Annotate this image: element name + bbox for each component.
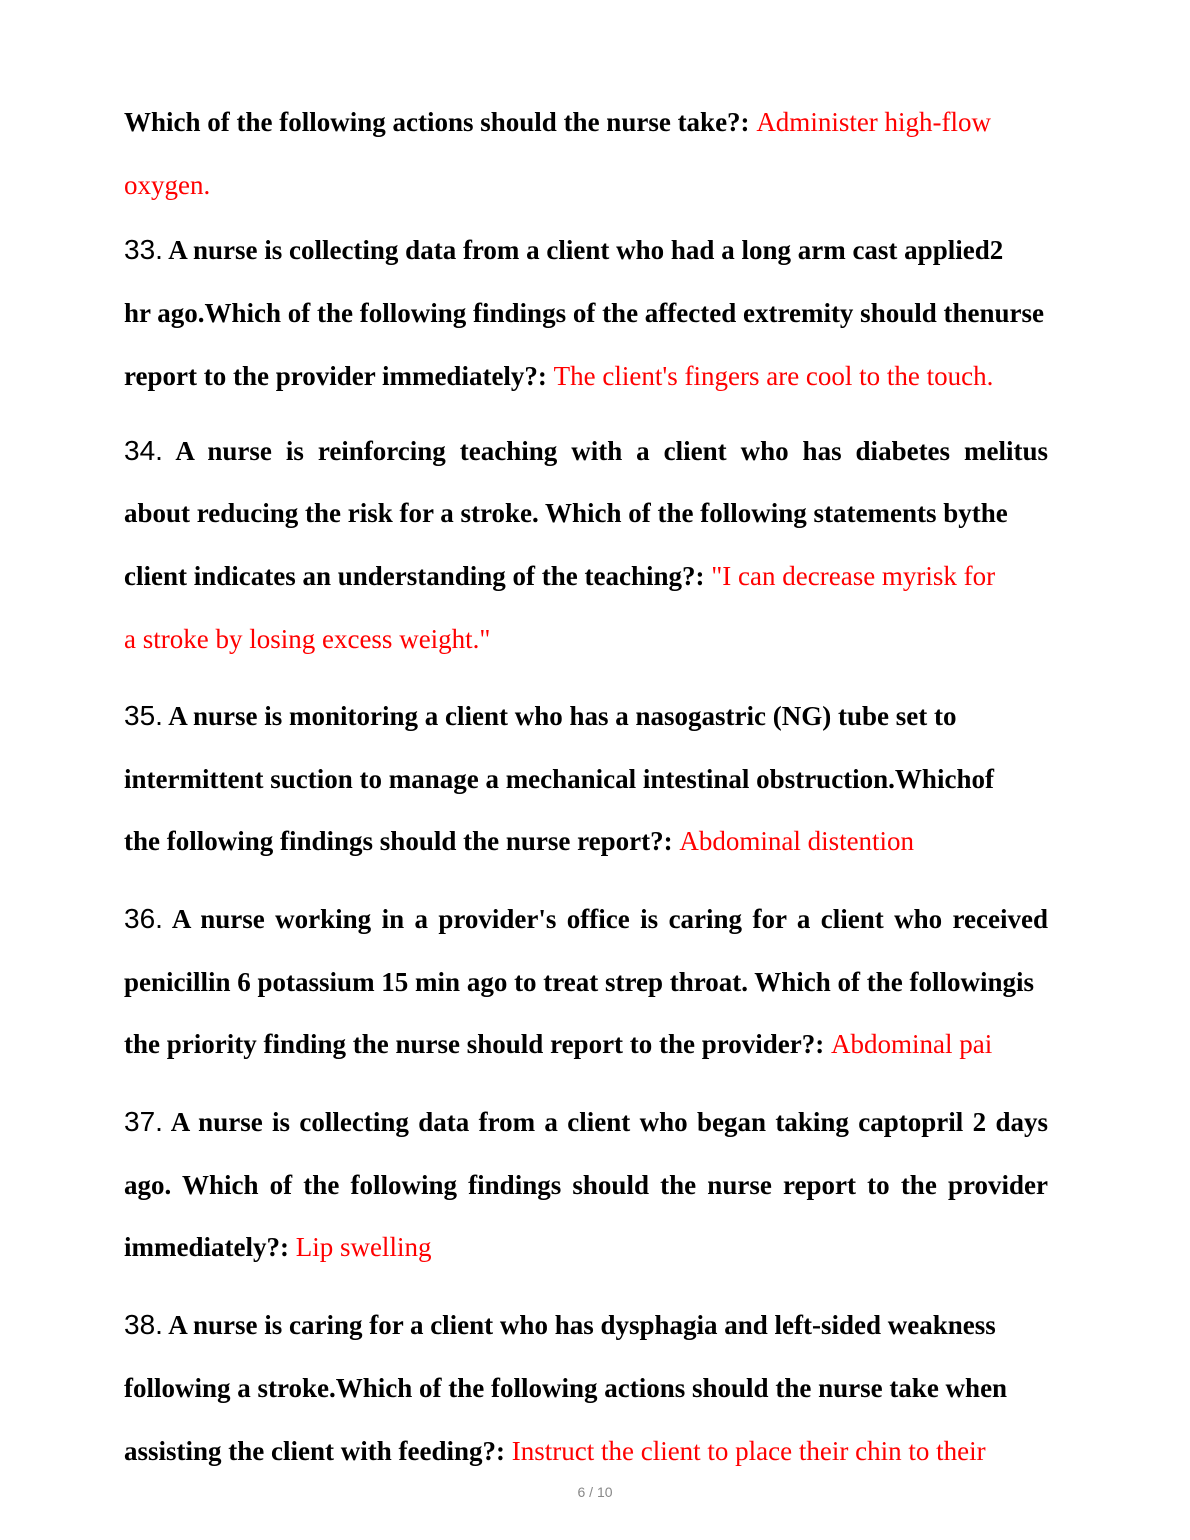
text-line: [124, 1435, 986, 1467]
question-number: 36.: [124, 903, 163, 934]
question-text: A nurse working in a provider's office is caring for a client who received: [162, 904, 1048, 934]
text-line: [124, 1106, 1048, 1138]
answer-text: oxygen.: [124, 170, 211, 200]
question-text: about reducing the risk for a stroke. Which of the following statements bythe: [124, 498, 1008, 528]
question-number: 34.: [124, 435, 163, 466]
answer-text: Abdominal distention: [679, 826, 915, 856]
question-text: report to the provider immediately?:: [124, 361, 554, 391]
text-line: [124, 1028, 992, 1060]
question-text: ago. Which of the following findings should the nurse report to the provider: [124, 1170, 1048, 1200]
question-text: immediately?:: [124, 1232, 296, 1262]
text-line: [124, 360, 993, 392]
question-text: A nurse is caring for a client who has dysphagia and left-sided weakness: [162, 1310, 996, 1340]
question-text: following a stroke.Which of the following actions should the nurse take when: [124, 1373, 1008, 1403]
text-line: [124, 825, 914, 857]
answer-text: The client's fingers are cool to the touch.: [553, 361, 994, 391]
text-line: [124, 497, 1008, 529]
answer-text: a stroke by losing excess weight.": [124, 624, 491, 654]
answer-text: Administer high-flow: [756, 107, 992, 137]
text-line: [124, 623, 490, 655]
question-text: client indicates an understanding of the teaching?:: [124, 561, 712, 591]
text-line: [124, 1372, 1007, 1404]
question-text: hr ago.Which of the following findings of the affected extremity should thenurse: [124, 298, 1044, 328]
text-line: [124, 297, 1044, 329]
text-line: [124, 1231, 431, 1263]
question-number: 35.: [124, 700, 163, 731]
text-line: [124, 903, 1048, 935]
question-text: A nurse is collecting data from a client who began taking captopril 2 days: [162, 1107, 1048, 1137]
question-number: 38.: [124, 1309, 163, 1340]
text-line: [124, 1309, 996, 1341]
text-line: [124, 169, 210, 201]
answer-text: Abdominal pai: [831, 1029, 993, 1059]
question-text: penicillin 6 potassium 15 min ago to treat strep throat. Which of the followingis: [124, 967, 1035, 997]
answer-text: Instruct the client to place their chin to their: [511, 1436, 986, 1466]
text-line: [124, 1169, 1048, 1201]
text-line: [124, 763, 994, 795]
text-line: [124, 700, 956, 732]
question-text: intermittent suction to manage a mechanical intestinal obstruction.Whichof: [124, 764, 994, 794]
question-text: the priority finding the nurse should report to the provider?:: [124, 1029, 832, 1059]
answer-text: "I can decrease myrisk for: [711, 561, 996, 591]
question-number: 37.: [124, 1106, 163, 1137]
question-text: Which of the following actions should the nurse take?:: [124, 107, 757, 137]
text-line: [124, 234, 1003, 266]
question-text: A nurse is monitoring a client who has a nasogastric (NG) tube set to: [162, 701, 957, 731]
text-line: [124, 435, 1048, 467]
answer-text: Lip swelling: [295, 1232, 432, 1262]
text-line: [124, 106, 991, 138]
question-text: assisting the client with feeding?:: [124, 1436, 512, 1466]
page-number: 6 / 10: [577, 1484, 613, 1500]
question-number: 33.: [124, 234, 163, 265]
question-text: the following findings should the nurse report?:: [124, 826, 680, 856]
text-line: [124, 560, 995, 592]
text-line: [124, 966, 1034, 998]
question-text: A nurse is reinforcing teaching with a client who has diabetes melitus: [162, 436, 1048, 466]
question-text: A nurse is collecting data from a client who had a long arm cast applied2: [162, 235, 1004, 265]
